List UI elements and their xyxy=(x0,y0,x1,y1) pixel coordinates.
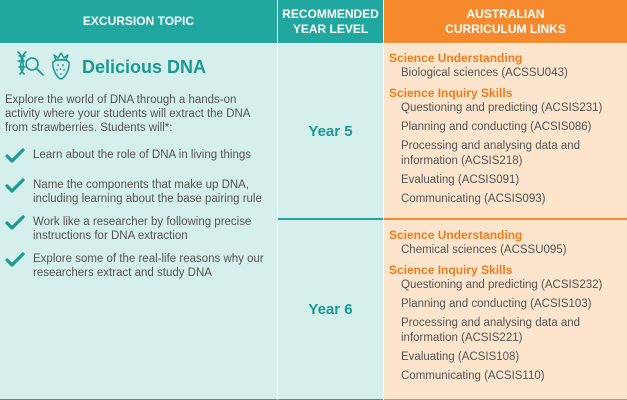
check-icon xyxy=(5,252,25,273)
topic-cell xyxy=(0,44,277,400)
header-excursion-topic: EXCURSION TOPIC xyxy=(0,0,277,43)
list-item xyxy=(5,178,273,206)
science-inquiry-heading: Science Inquiry Skills xyxy=(389,86,513,100)
check-icon xyxy=(5,178,25,199)
curriculum-item: Communicating (ACSIS093) xyxy=(401,193,546,205)
header-year-level: RECOMMENDED YEAR LEVEL xyxy=(278,0,383,43)
list-item xyxy=(5,215,273,243)
year-level-6: Year 6 xyxy=(278,220,383,400)
topic-intro: Explore the world of DNA through a hands-on activity where your students will extract the DNA from strawberries. Students will*: xyxy=(5,94,250,134)
curriculum-item: Questioning and predicting (ACSIS232) xyxy=(401,279,603,291)
curriculum-links-year-6 xyxy=(384,220,627,400)
topic-title-row xyxy=(12,48,206,87)
curriculum-item: Evaluating (ACSIS108) xyxy=(401,351,520,363)
curriculum-item: Biological sciences (ACSSU043) xyxy=(401,67,568,79)
dna-icon xyxy=(12,48,46,87)
check-icon xyxy=(5,215,25,236)
curriculum-item: Planning and conducting (ACSIS086) xyxy=(401,121,592,133)
bullet-text: Work like a researcher by following precise instructions for DNA extraction xyxy=(33,216,252,242)
bullet-text: Name the components that make up DNA, including learning about the base pairing rule xyxy=(33,179,262,205)
curriculum-item: Communicating (ACSIS110) xyxy=(401,370,545,382)
curriculum-item: Planning and conducting (ACSIS103) xyxy=(401,298,592,310)
curriculum-links-year-5 xyxy=(384,44,627,218)
bullet-text: Learn about the role of DNA in living things xyxy=(33,149,251,161)
curriculum-item: Processing and analysing data and information (ACSIS221) xyxy=(401,317,581,344)
science-understanding-heading: Science Understanding xyxy=(389,51,523,65)
strawberry-icon xyxy=(50,49,72,86)
list-item xyxy=(5,252,273,280)
science-understanding-heading: Science Understanding xyxy=(389,228,523,242)
topic-bullet-list xyxy=(5,148,273,289)
header-curriculum-links: AUSTRALIAN CURRICULUM LINKS xyxy=(384,0,627,43)
science-inquiry-heading: Science Inquiry Skills xyxy=(389,263,513,277)
curriculum-item: Chemical sciences (ACSSU095) xyxy=(401,244,567,256)
curriculum-item: Questioning and predicting (ACSIS231) xyxy=(401,102,603,114)
year-level-5: Year 5 xyxy=(278,44,383,218)
curriculum-item: Evaluating (ACSIS091) xyxy=(401,174,520,186)
curriculum-item: Processing and analysing data and information (ACSIS218) xyxy=(401,140,581,167)
bullet-text: Explore some of the real-life reasons why our researchers extract and study DNA xyxy=(33,253,264,279)
topic-title: Delicious DNA xyxy=(82,57,207,77)
list-item xyxy=(5,148,273,169)
check-icon xyxy=(5,148,25,169)
